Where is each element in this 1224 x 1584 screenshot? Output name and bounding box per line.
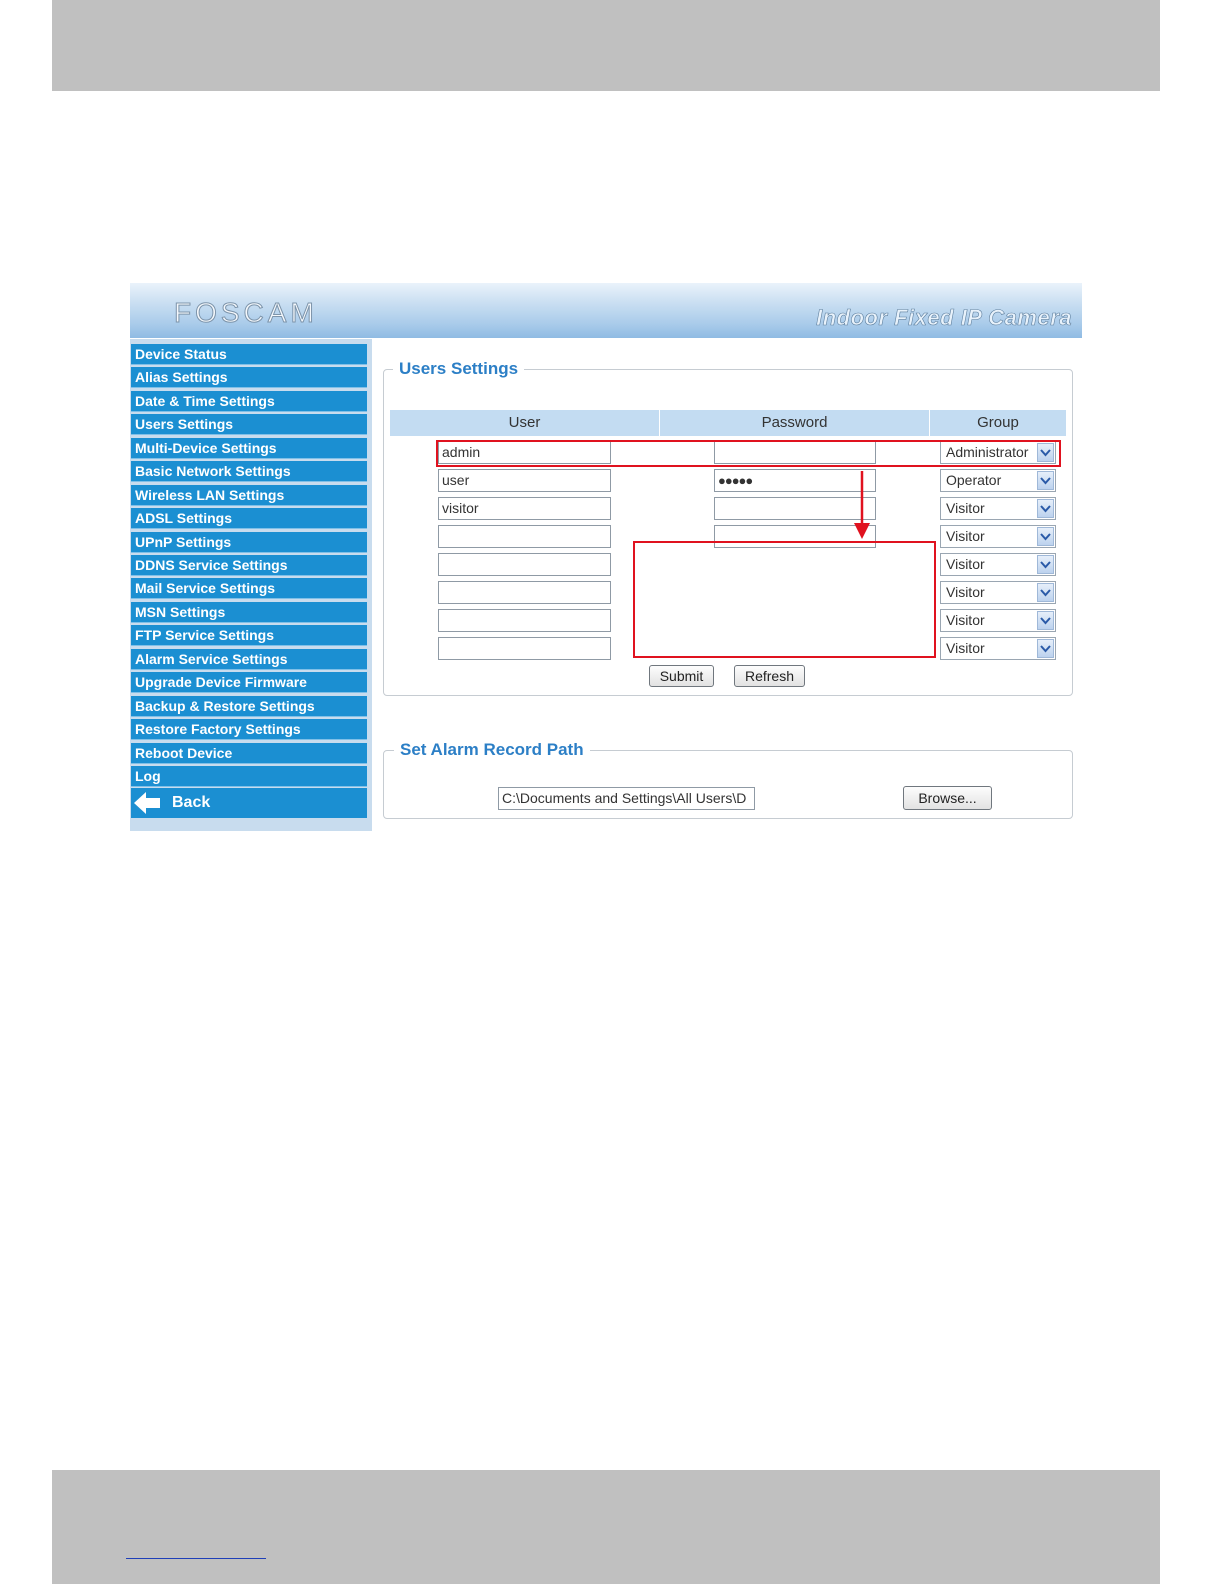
red-arrow-icon: [852, 471, 872, 541]
chevron-down-icon: [1037, 555, 1054, 574]
sidebar-item-basic-network-settings[interactable]: Basic Network Settings: [131, 461, 367, 482]
submit-button[interactable]: Submit: [649, 665, 714, 687]
alarm-path-input[interactable]: C:\Documents and Settings\All Users\D: [498, 787, 755, 810]
sidebar-item-adsl-settings[interactable]: ADSL Settings: [131, 508, 367, 529]
sidebar-item-device-status[interactable]: Device Status: [131, 344, 367, 365]
username-input-8[interactable]: [438, 637, 611, 660]
group-select-2[interactable]: [940, 469, 1056, 492]
password-input-2[interactable]: ●●●●●: [714, 469, 876, 492]
chevron-down-icon: [1037, 499, 1054, 518]
column-header-password: Password: [660, 410, 930, 436]
sidebar-item-ftp-service-settings[interactable]: FTP Service Settings: [131, 625, 367, 646]
username-input-2[interactable]: user: [438, 469, 611, 492]
group-select-value: Visitor: [946, 500, 985, 516]
alarm-path-title: Set Alarm Record Path: [394, 740, 590, 760]
username-input-7[interactable]: [438, 609, 611, 632]
sidebar-item-log[interactable]: Log: [131, 766, 367, 787]
sidebar-item-msn-settings[interactable]: MSN Settings: [131, 602, 367, 623]
sidebar-item-alarm-service-settings[interactable]: Alarm Service Settings: [131, 649, 367, 670]
group-select-value: Visitor: [946, 584, 985, 600]
document-header-band: [52, 0, 1160, 91]
chevron-down-icon: [1037, 527, 1054, 546]
highlight-admin-row: [436, 440, 1061, 467]
column-header-group: Group: [977, 414, 1019, 431]
back-button[interactable]: [131, 788, 367, 818]
group-select-5[interactable]: [940, 553, 1056, 576]
users-settings-title: Users Settings: [393, 359, 524, 379]
chevron-down-icon: [1037, 639, 1054, 658]
back-arrow-icon: [133, 791, 161, 815]
group-select-7[interactable]: [940, 609, 1056, 632]
group-select-value: Visitor: [946, 556, 985, 572]
sidebar-item-wireless-lan-settings[interactable]: Wireless LAN Settings: [131, 485, 367, 506]
sidebar-item-upnp-settings[interactable]: UPnP Settings: [131, 532, 367, 553]
group-select-value: Operator: [946, 472, 1002, 488]
sidebar-item-restore-factory-settings[interactable]: Restore Factory Settings: [131, 719, 367, 740]
username-input-1[interactable]: admin: [438, 441, 611, 464]
group-select-value: Administrator: [946, 444, 1029, 460]
camera-web-ui-screenshot: [130, 283, 1082, 831]
group-select-value: Visitor: [946, 640, 985, 656]
group-select-3[interactable]: [940, 497, 1056, 520]
sidebar-menu: [130, 339, 372, 831]
sidebar-item-upgrade-device-firmware[interactable]: Upgrade Device Firmware: [131, 672, 367, 693]
sidebar-item-users-settings[interactable]: Users Settings: [131, 414, 367, 435]
refresh-button[interactable]: Refresh: [734, 665, 805, 687]
sidebar-item-mail-service-settings[interactable]: Mail Service Settings: [131, 578, 367, 599]
group-select-value: Visitor: [946, 612, 985, 628]
document-footer-band: [52, 1470, 1160, 1584]
users-table-header: [390, 410, 1066, 436]
chevron-down-icon: [1037, 611, 1054, 630]
username-input-4[interactable]: [438, 525, 611, 548]
chevron-down-icon: [1037, 471, 1054, 490]
sidebar-item-backup-restore-settings[interactable]: Backup & Restore Settings: [131, 696, 367, 717]
highlight-password-box: [633, 541, 936, 658]
back-label: Back: [172, 794, 211, 811]
sidebar-item-reboot-device[interactable]: Reboot Device: [131, 743, 367, 764]
foscam-logo: FOSCAM: [174, 297, 318, 328]
chevron-down-icon: [1037, 583, 1054, 602]
username-input-5[interactable]: [438, 553, 611, 576]
footer-link[interactable]: [126, 1532, 266, 1559]
header-banner: [130, 283, 1082, 339]
sidebar-item-alias-settings[interactable]: Alias Settings: [131, 367, 367, 388]
sidebar-item-multi-device-settings[interactable]: Multi-Device Settings: [131, 438, 367, 459]
group-select-8[interactable]: [940, 637, 1056, 660]
browse-button[interactable]: Browse...: [903, 786, 992, 810]
product-title: Indoor Fixed IP Camera: [816, 305, 1072, 330]
sidebar-item-ddns-service-settings[interactable]: DDNS Service Settings: [131, 555, 367, 576]
group-select-4[interactable]: [940, 525, 1056, 548]
sidebar-item-date-time-settings[interactable]: Date & Time Settings: [131, 391, 367, 412]
group-select-value: Visitor: [946, 528, 985, 544]
group-select-6[interactable]: [940, 581, 1056, 604]
username-input-6[interactable]: [438, 581, 611, 604]
column-header-user: User: [390, 410, 660, 436]
username-input-3[interactable]: visitor: [438, 497, 611, 520]
